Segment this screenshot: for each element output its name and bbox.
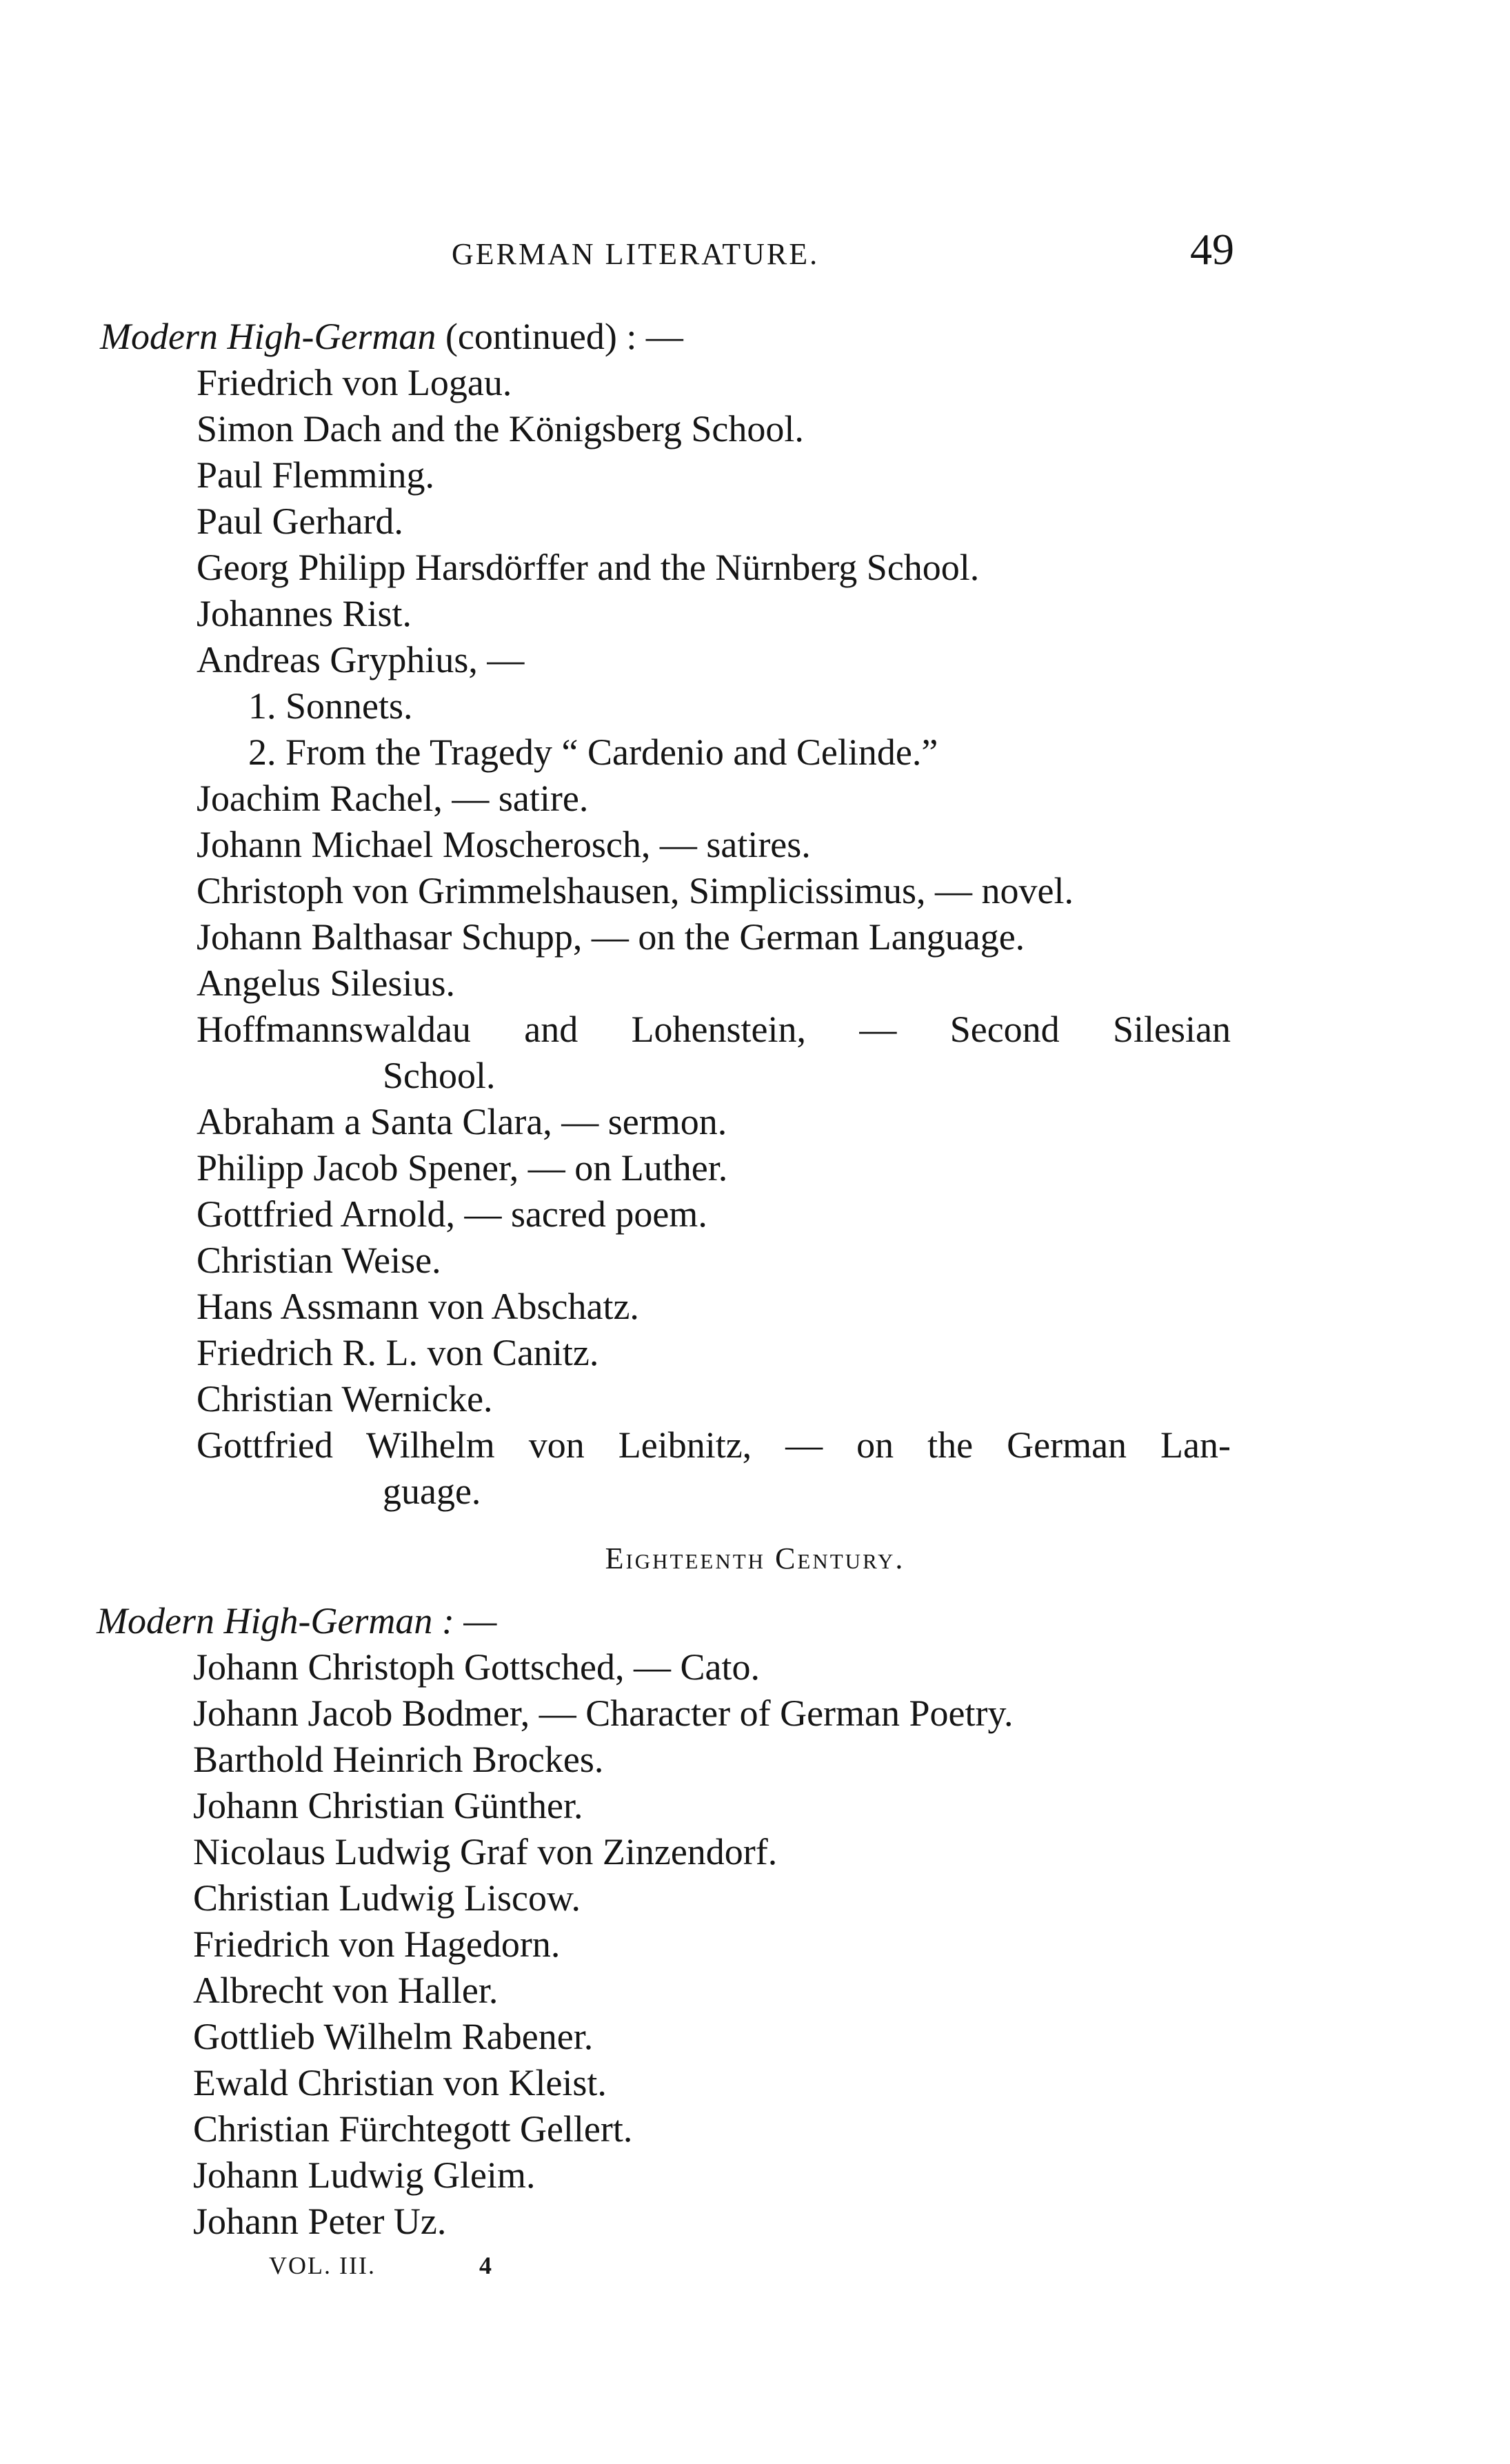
list-item: Johann Balthasar Schupp, — on the German Language. bbox=[197, 916, 1025, 958]
list-item: Paul Flemming. bbox=[197, 454, 435, 496]
list-item: Johann Michael Moscherosch, — satires. bbox=[197, 824, 811, 865]
running-title: GERMAN LITERATURE. bbox=[452, 237, 820, 271]
list-item: 1. Sonnets. bbox=[248, 685, 413, 727]
section-eighteenth-century bbox=[97, 1598, 1227, 2245]
list-item: Christian Ludwig Liscow. bbox=[193, 1877, 581, 1919]
volume-signature: VOL. III. bbox=[269, 2252, 376, 2279]
list-item: Georg Philipp Harsdörffer and the Nürnberg School. bbox=[197, 547, 980, 588]
list-item: Nicolaus Ludwig Graf von Zinzendorf. bbox=[193, 1831, 778, 1872]
list-item: Gottfried Wilhelm von Leibnitz, — on the German Lan- bbox=[197, 1424, 1231, 1466]
list-item: Ewald Christian von Kleist. bbox=[193, 2062, 607, 2103]
list-item: School. bbox=[383, 1055, 496, 1096]
running-header bbox=[448, 224, 1234, 275]
list-item: Johann Christoph Gottsched, — Cato. bbox=[193, 1646, 760, 1688]
heading-italic: Modern High-German bbox=[100, 316, 436, 357]
list-item: 2. From the Tragedy “ Cardenio and Celinde.” bbox=[248, 731, 938, 773]
list-item: Gottfried Arnold, — sacred poem. bbox=[197, 1193, 707, 1235]
list-item: Simon Dach and the Königsberg School. bbox=[197, 408, 804, 450]
list-item: Johannes Rist. bbox=[197, 593, 412, 634]
list-item: Johann Jacob Bodmer, — Character of German Poetry. bbox=[193, 1693, 1014, 1734]
signature-footer bbox=[269, 2251, 493, 2280]
list-item: Friedrich R. L. von Canitz. bbox=[197, 1332, 599, 1373]
list-item: Gottlieb Wilhelm Rabener. bbox=[193, 2016, 594, 2057]
list-item: Christian Weise. bbox=[197, 1240, 441, 1281]
list-item: Philipp Jacob Spener, — on Luther. bbox=[197, 1147, 728, 1189]
list-item: Angelus Silesius. bbox=[197, 962, 456, 1004]
list-item: Andreas Gryphius, — bbox=[197, 639, 525, 680]
page-number: 49 bbox=[1190, 225, 1234, 274]
list-item: Christian Wernicke. bbox=[197, 1378, 493, 1420]
signature-mark: 4 bbox=[479, 2252, 493, 2279]
list-item: Abraham a Santa Clara, — sermon. bbox=[197, 1101, 727, 1142]
list-item: Paul Gerhard. bbox=[197, 501, 403, 542]
section-heading bbox=[100, 314, 1231, 360]
list-item: Albrecht von Haller. bbox=[193, 1970, 499, 2011]
section-title: Eighteenth Century. bbox=[605, 1542, 905, 1575]
list-item: Johann Peter Uz. bbox=[193, 2201, 447, 2242]
list-item: Johann Christian Günther. bbox=[193, 1785, 583, 1826]
list-item: Johann Ludwig Gleim. bbox=[193, 2154, 536, 2196]
list-item: Christoph von Grimmelshausen, Simplicissimus, — novel. bbox=[197, 870, 1074, 911]
list-item: Joachim Rachel, — satire. bbox=[197, 778, 589, 819]
list-item: Hoffmannswaldau and Lohenstein, — Second Silesian bbox=[197, 1009, 1231, 1050]
list-item: Barthold Heinrich Brockes. bbox=[193, 1739, 604, 1780]
list-item: Christian Fürchtegott Gellert. bbox=[193, 2108, 633, 2150]
list-item: Friedrich von Logau. bbox=[197, 362, 512, 403]
section-continued bbox=[100, 314, 1231, 1515]
heading-rest: (continued) : — bbox=[436, 316, 683, 357]
list-item: guage. bbox=[383, 1471, 481, 1512]
section-heading: Modern High-German : — bbox=[97, 1600, 497, 1642]
list-item: Hans Assmann von Abschatz. bbox=[197, 1286, 639, 1327]
list-item: Friedrich von Hagedorn. bbox=[193, 1923, 561, 1965]
